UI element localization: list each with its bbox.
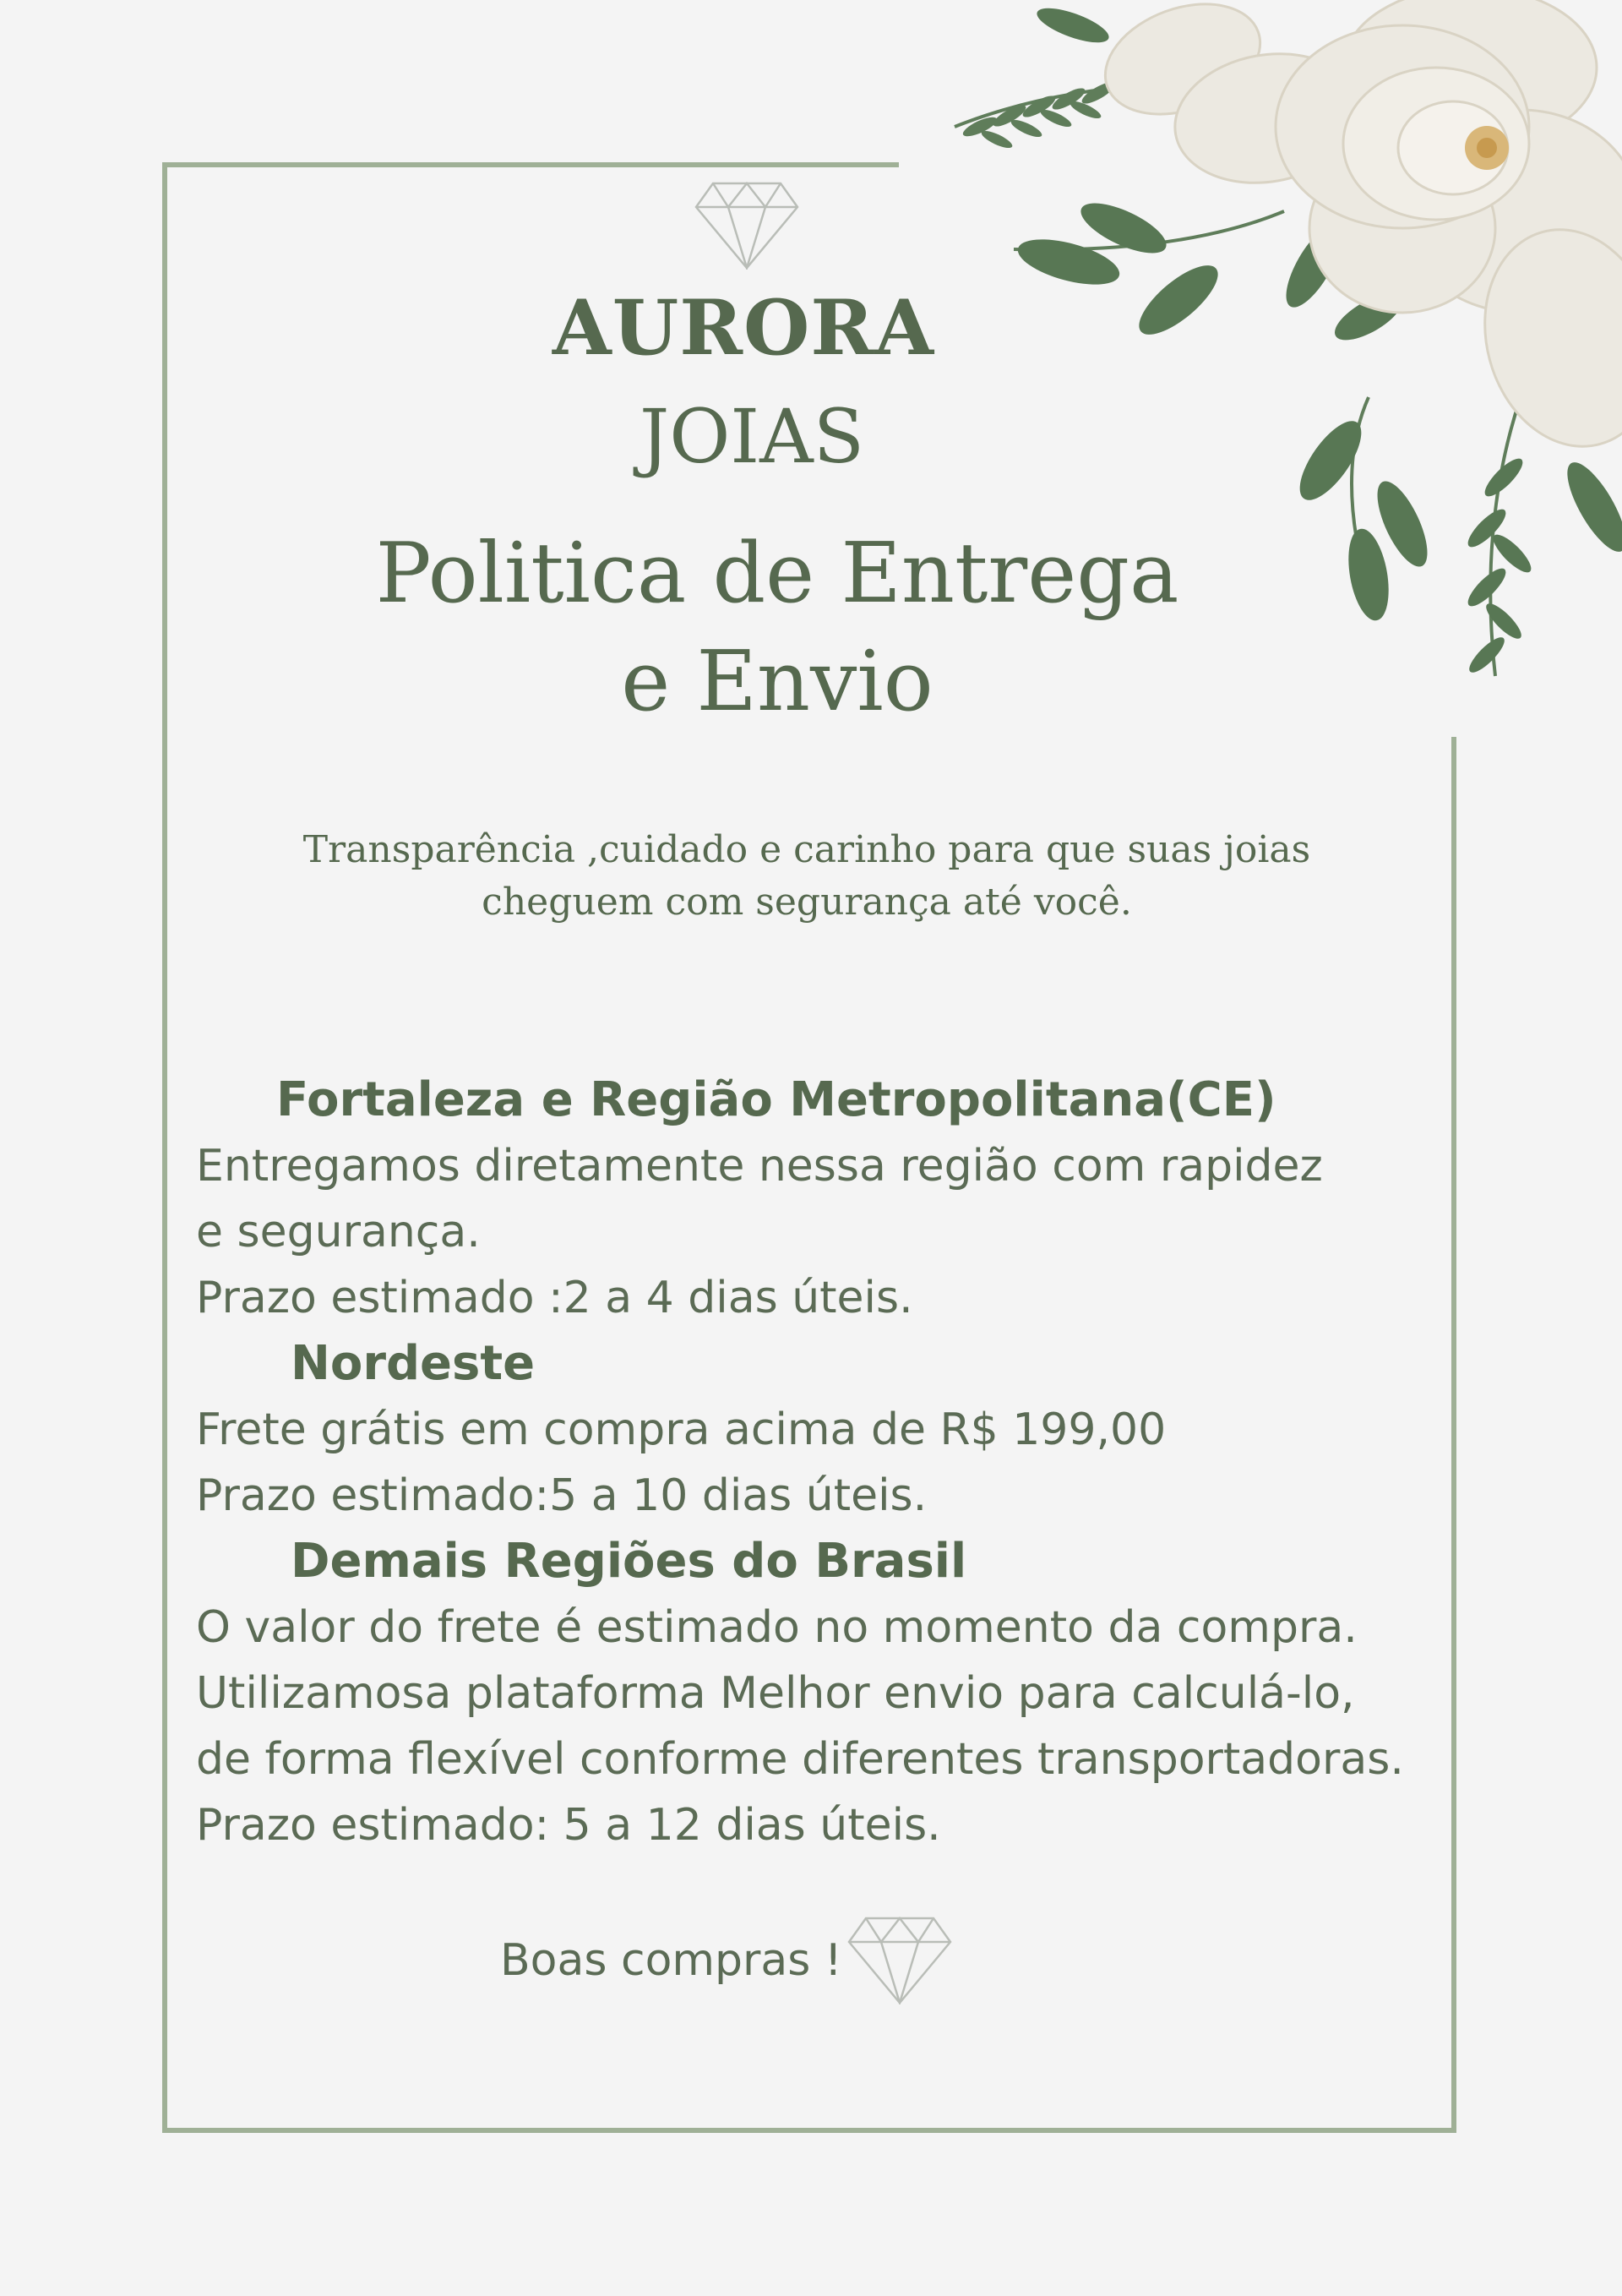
brand-subtitle: JOIAS	[639, 393, 865, 480]
tagline	[253, 824, 1360, 929]
section-heading: Demais Regiões do Brasil	[291, 1534, 967, 1589]
diamond-icon	[694, 182, 799, 270]
title-line: Politica de Entrega	[375, 526, 1179, 622]
policy-line: Utilizamosa plataforma Melhor envio para calculá-lo,	[196, 1668, 1355, 1719]
policy-line: Entregamos diretamente nessa região com rapidez	[196, 1141, 1323, 1192]
shipping-policy-content	[196, 1067, 1446, 1858]
diamond-icon	[847, 1917, 952, 2004]
frame-bottom-border	[162, 2128, 1456, 2133]
closing-text: Boas compras !	[500, 1935, 842, 1986]
page-title	[355, 520, 1200, 736]
policy-line: Frete grátis em compra acima de R$ 199,00	[196, 1404, 1167, 1455]
frame-top-border	[162, 162, 899, 167]
policy-line: Prazo estimado: 5 a 12 dias úteis.	[196, 1800, 941, 1851]
section-heading: Nordeste	[291, 1336, 536, 1391]
section-heading: Fortaleza e Região Metropolitana(CE)	[276, 1072, 1276, 1127]
policy-line: de forma flexível conforme diferentes transportadoras.	[196, 1734, 1404, 1785]
brand-name: AURORA	[552, 283, 935, 373]
policy-line: e segurança.	[196, 1207, 481, 1257]
tagline-line: Transparência ,cuidado e carinho para que suas joias	[302, 828, 1311, 871]
title-line: e Envio	[621, 634, 933, 730]
policy-line: Prazo estimado:5 a 10 dias úteis.	[196, 1470, 928, 1521]
tagline-line: cheguem com segurança até você.	[482, 881, 1132, 924]
frame-right-border	[1451, 737, 1456, 2133]
policy-line: O valor do frete é estimado no momento da compra.	[196, 1602, 1358, 1653]
policy-line: Prazo estimado :2 a 4 dias úteis.	[196, 1273, 913, 1323]
